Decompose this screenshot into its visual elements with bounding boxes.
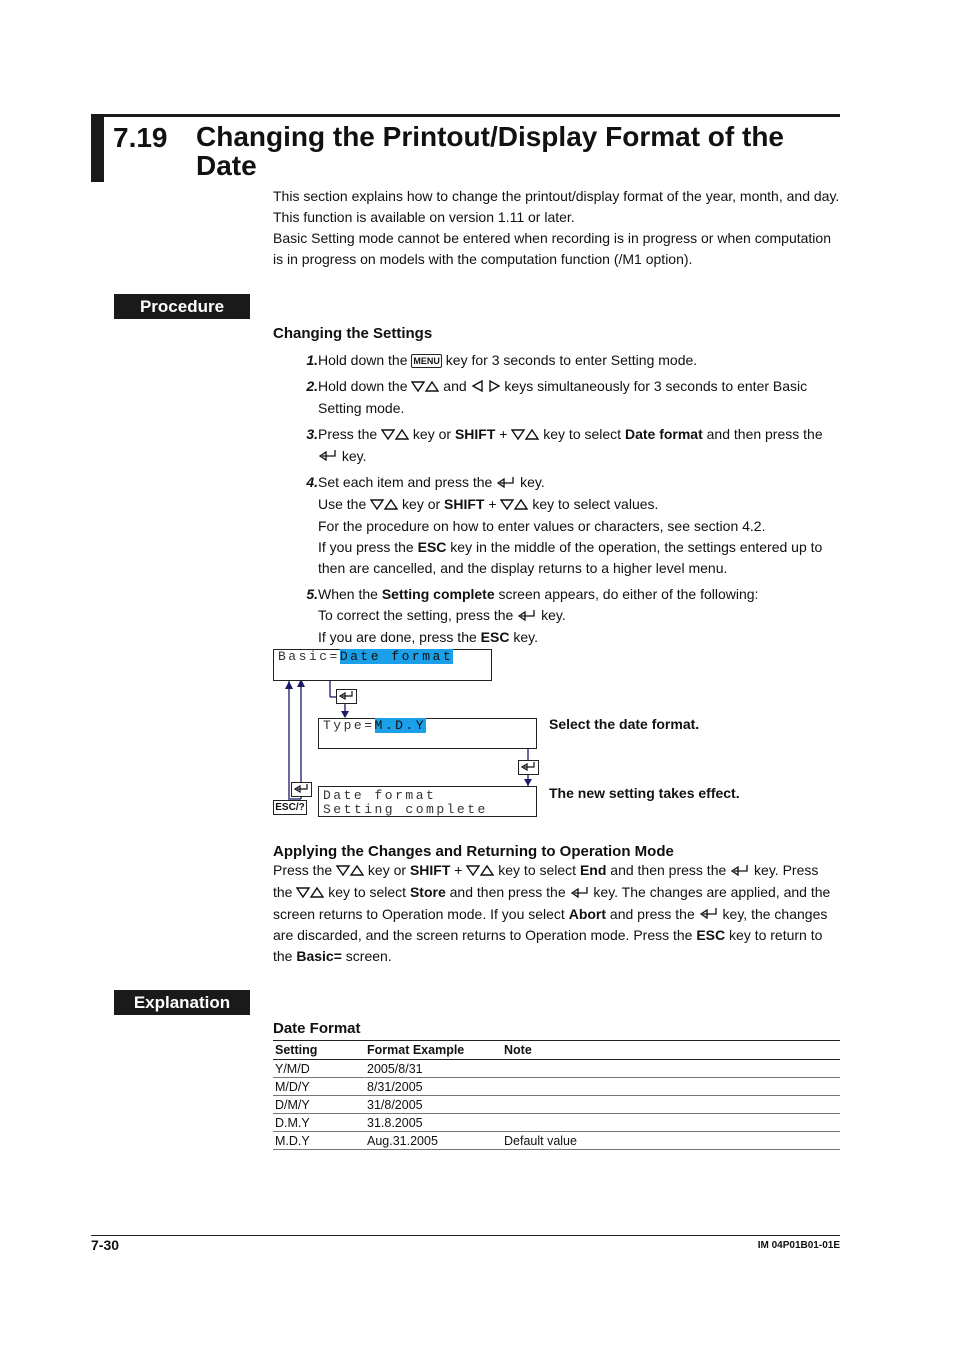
table-cell: Y/M/D	[273, 1060, 365, 1078]
title-rule	[104, 114, 840, 117]
table-row	[273, 1060, 840, 1078]
step-number: 2.	[306, 378, 318, 394]
table-cell: 2005/8/31	[365, 1060, 502, 1078]
arrow-head	[285, 681, 293, 689]
title-accent-bar	[91, 114, 104, 182]
footer-rule	[91, 1235, 840, 1236]
step-number: 1.	[306, 352, 318, 368]
document-code: IM 04P01B01-01E	[757, 1240, 840, 1251]
page-number: 7-30	[91, 1237, 120, 1253]
table-row	[273, 1132, 840, 1150]
enter-key-button[interactable]	[291, 782, 312, 797]
step-number: 4.	[306, 474, 318, 491]
intro-paragraph-2: Basic Setting mode cannot be entered when recording is in progress or when computation is in progress on models with the computation function (/M1 option).	[273, 230, 831, 267]
down-up-arrow-icon	[370, 495, 398, 516]
lcd-highlight: M.D.Y	[374, 718, 427, 733]
step-1: 1. Hold down the MENU key for 3 seconds to enter Setting mode.	[273, 350, 840, 371]
down-up-arrow-icon	[381, 425, 409, 446]
column-header: Format Example	[365, 1041, 502, 1060]
enter-key-icon	[339, 690, 355, 701]
procedure-tab: Procedure	[114, 294, 250, 319]
table-cell: Default value	[502, 1132, 840, 1150]
down-up-arrow-icon	[296, 883, 324, 904]
label-setting-effect: The new setting takes effect.	[549, 785, 740, 801]
enter-key-icon	[294, 783, 310, 794]
down-up-arrow-icon	[466, 861, 494, 882]
intro-paragraph-1: This section explains how to change the printout/display format of the year, month, and day. This function is available on version 1.11 or later.	[273, 188, 840, 225]
step-3: 3. Press the key or SHIFT + key to select Date format and then press the key.	[273, 424, 840, 468]
applying-text: Press the key or SHIFT + key to select End and then press the key. Press the key to select Store and then press the key. The changes are applied, and the screen returns to Operation mode. If you select Abort and press the key, the changes are discarded, and the screen returns to Operation mode. Press the ESC key to return to the Basic= screen.	[273, 862, 831, 965]
enter-key-icon	[570, 883, 590, 904]
arrow-head	[341, 711, 349, 718]
step-number: 3.	[306, 425, 318, 442]
enter-key-icon	[730, 861, 750, 882]
table-cell: Aug.31.2005	[365, 1132, 502, 1150]
applying-heading: Applying the Changes and Returning to Operation Mode	[273, 843, 674, 860]
date-format-heading: Date Format	[273, 1020, 361, 1037]
down-up-arrow-icon	[511, 425, 539, 446]
lcd-screen-type: Type=M.D.Y	[318, 718, 537, 749]
column-header: Setting	[273, 1041, 365, 1060]
table-cell: 31.8.2005	[365, 1114, 502, 1132]
table-row	[273, 1114, 840, 1132]
explanation-tab: Explanation	[114, 990, 250, 1015]
section-number: 7.19	[113, 122, 168, 153]
table-cell: M/D/Y	[273, 1078, 365, 1096]
changing-settings-heading: Changing the Settings	[273, 325, 433, 342]
table-cell	[502, 1060, 840, 1078]
procedure-steps	[273, 350, 840, 653]
page-title: Changing the Printout/Display Format of the Date	[196, 121, 784, 181]
step-5: 5. When the Setting complete screen appears, do either of the following: To correct the setting, press the key. If you are done, press the ESC key.	[273, 584, 840, 648]
table-cell	[502, 1096, 840, 1114]
enter-key-icon	[496, 473, 516, 494]
table-cell: D/M/Y	[273, 1096, 365, 1114]
table-cell	[502, 1078, 840, 1096]
intro-text	[273, 186, 840, 270]
down-up-arrow-icon	[500, 495, 528, 516]
date-format-table	[273, 1040, 840, 1150]
lcd-screen-complete: Date format Setting complete	[318, 786, 537, 817]
down-up-arrow-icon	[411, 377, 439, 398]
enter-key-icon	[318, 446, 338, 467]
table-header-row	[273, 1041, 840, 1060]
arrow-head	[524, 779, 532, 786]
table-row	[273, 1078, 840, 1096]
lcd-screen-basic: Basic=Date format	[273, 649, 492, 681]
table-cell	[502, 1114, 840, 1132]
enter-key-icon	[521, 761, 537, 772]
lcd-highlight: Date format	[339, 649, 454, 664]
step-2: 2. Hold down the and keys simultaneously for 3 seconds to enter Basic Setting mode.	[273, 376, 840, 419]
label-select-format: Select the date format.	[549, 716, 700, 732]
menu-key-icon: MENU	[413, 356, 440, 367]
enter-key-button[interactable]	[336, 689, 357, 704]
enter-key-icon	[517, 606, 537, 627]
left-right-arrow-icon	[471, 377, 501, 398]
table-row	[273, 1096, 840, 1114]
step-4: 4. Set each item and press the key. Use the key or SHIFT + key to select values. For the procedure on how to enter values or characters, see section 4.2. If you press the ESC key in the middle of the operation, the settings entered up to then are cancelled, and the display returns to a higher level menu.	[273, 472, 840, 579]
table-cell: M.D.Y	[273, 1132, 365, 1150]
column-header: Note	[502, 1041, 840, 1060]
enter-key-button[interactable]	[518, 760, 539, 775]
table-cell: D.M.Y	[273, 1114, 365, 1132]
down-up-arrow-icon	[336, 861, 364, 882]
table-cell: 8/31/2005	[365, 1078, 502, 1096]
table-cell: 31/8/2005	[365, 1096, 502, 1114]
esc-key-button[interactable]: ESC/?	[273, 800, 307, 815]
enter-key-icon	[699, 904, 719, 925]
step-number: 5.	[306, 585, 318, 602]
